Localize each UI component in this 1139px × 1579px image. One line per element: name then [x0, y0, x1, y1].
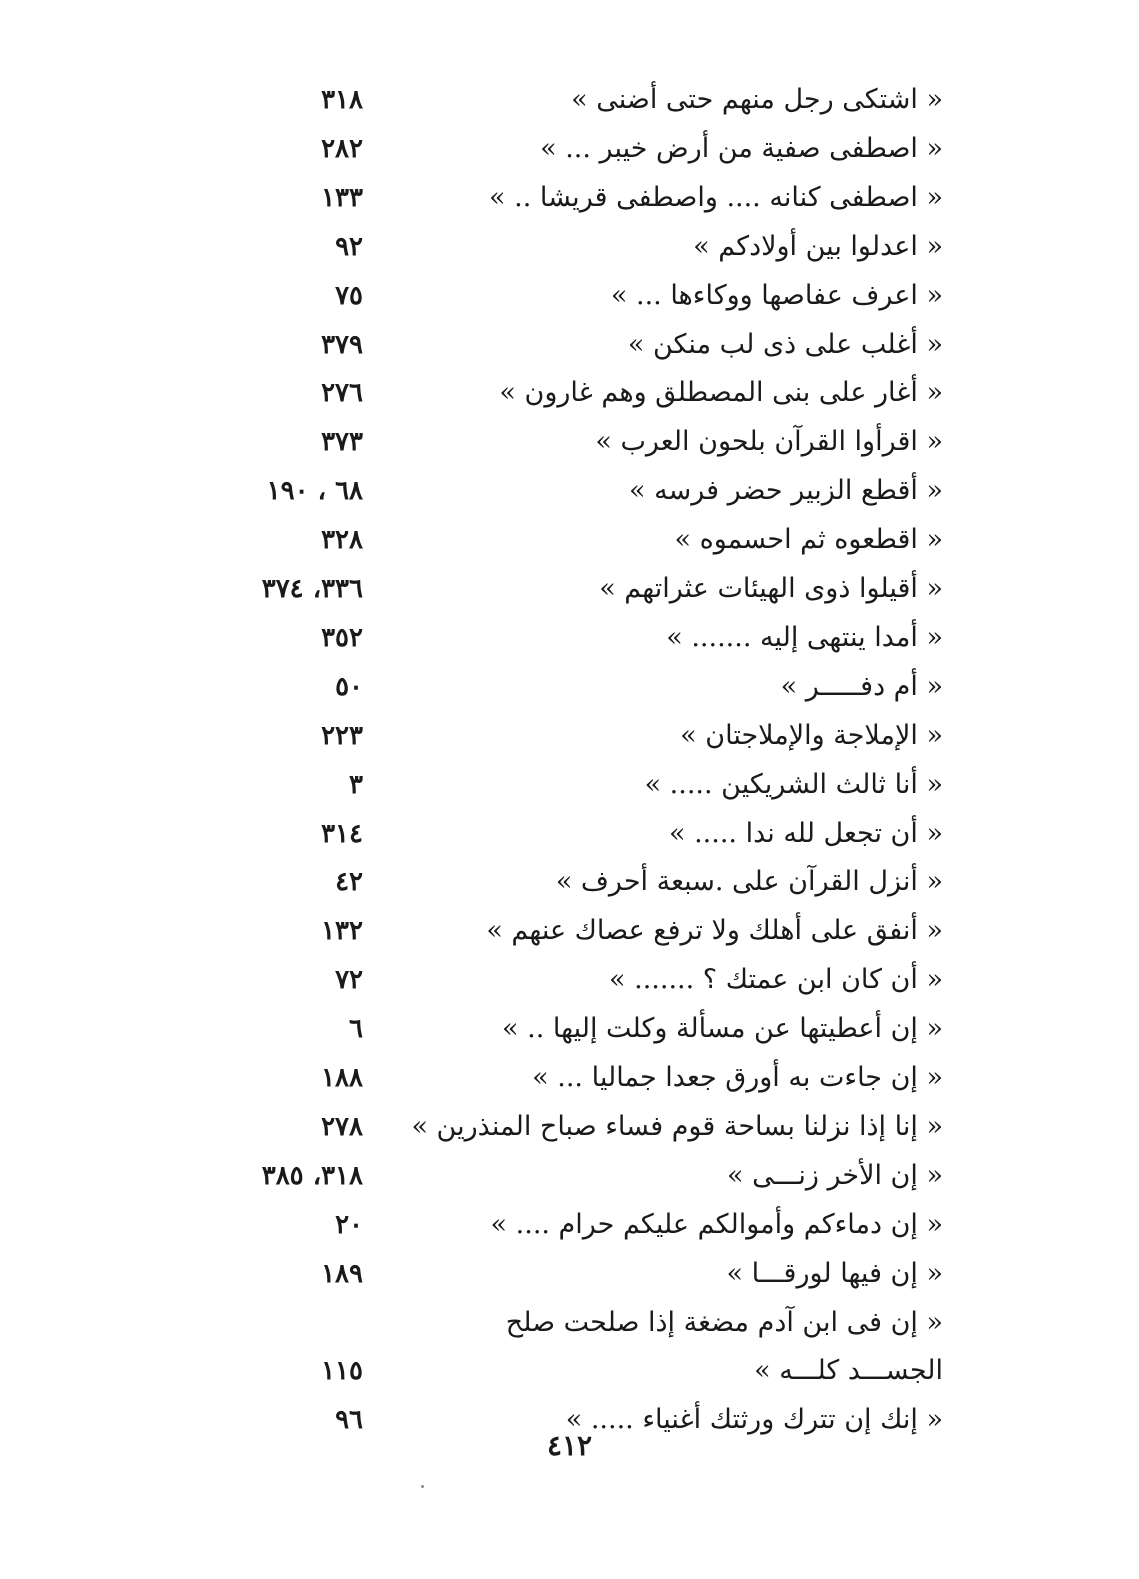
hadith-text: « إن دماءكم وأموالكم عليكم حرام .... » — [490, 1208, 943, 1240]
index-entry — [0, 958, 1139, 1002]
index-entry — [0, 567, 1139, 611]
index-entry — [0, 616, 1139, 660]
hadith-text: « أغار على بنى المصطلق وهم غارون » — [499, 377, 943, 409]
index-entry — [0, 909, 1139, 953]
page-reference: ٧٢ — [335, 965, 363, 996]
hadith-text: « إن أعطيتها عن مسألة وكلت إليها .. » — [502, 1013, 943, 1045]
index-entry — [0, 860, 1139, 904]
page-reference: ٢٧٦ — [321, 378, 363, 409]
page-reference: ٢٢٣ — [321, 720, 363, 751]
page-reference: ٦ — [349, 1014, 363, 1045]
index-entry — [0, 371, 1139, 415]
index-entry — [0, 469, 1139, 513]
index-entry — [0, 420, 1139, 464]
page-number: ٤١٢ — [546, 1429, 593, 1462]
page-reference: ٢٠ — [335, 1209, 363, 1240]
index-entry — [0, 78, 1139, 122]
hadith-text: « أنزل القرآن على .سبعة أحرف » — [555, 866, 943, 898]
hadith-text: « إن جاءت به أورق جعدا جماليا ... » — [532, 1062, 943, 1093]
page-reference: ٧٥ — [335, 280, 363, 311]
hadith-text: « أم دفـــــر » — [780, 670, 943, 702]
hadith-text: « اشتكى رجل منهم حتى أضنى » — [571, 84, 943, 115]
page-reference: ٤٢ — [335, 867, 363, 898]
hadith-text: « إن فى ابن آدم مضغة إذا صلحت صلح — [505, 1306, 943, 1338]
page-reference: ٣٥٢ — [321, 622, 363, 653]
index-entry — [0, 518, 1139, 562]
hadith-text: « أقيلوا ذوى الهيئات عثراتهم » — [599, 573, 943, 604]
index-entry — [0, 763, 1139, 807]
page-reference: ١٣٣ — [321, 182, 363, 213]
hadith-text: « اصطفى كنانه .... واصطفى قريشا .. » — [489, 181, 943, 213]
page-reference: ٩٢ — [335, 231, 363, 262]
page-reference: ٣١٤ — [321, 818, 363, 849]
index-entry — [0, 1203, 1139, 1247]
hadith-text: « إن الأخر زنـــى » — [727, 1159, 943, 1191]
index-entry — [0, 714, 1139, 758]
index-entry — [0, 1252, 1139, 1296]
hadith-text: « اعدلوا بين أولادكم » — [693, 230, 943, 262]
hadith-text: « أن كان ابن عمتك ؟ ....... » — [609, 964, 943, 996]
page-reference: ٣١٨ — [321, 85, 363, 115]
page-reference: ١٨٨ — [321, 1063, 363, 1093]
page-reference: ٥٠ — [335, 671, 363, 702]
index-entry — [0, 1105, 1139, 1149]
index-entry — [0, 812, 1139, 856]
index-entry — [0, 225, 1139, 269]
index-entry — [0, 274, 1139, 318]
hadith-text: « اقرأوا القرآن بلحون العرب » — [595, 426, 943, 458]
hadith-text: « إنا إذا نزلنا بساحة قوم فساء صباح المنذرين » — [411, 1110, 943, 1142]
page-reference: ٣٧٣ — [321, 427, 363, 458]
scan-speck — [421, 1485, 424, 1488]
index-entry — [0, 1154, 1139, 1198]
page-reference: ١٣٢ — [321, 916, 363, 947]
hadith-text: « اقطعوه ثم احسموه » — [674, 524, 943, 556]
hadith-text: « أنا ثالث الشريكين ..... » — [644, 768, 943, 800]
page-reference: ٣٧٩ — [321, 329, 363, 360]
index-entry — [0, 176, 1139, 220]
page-reference: ٦٨ ، ١٩٠ — [266, 476, 363, 507]
hadith-text: الجســـد كلـــه » — [754, 1355, 943, 1387]
page-reference: ٣٣٦، ٣٧٤ — [261, 574, 363, 604]
page-reference: ٢٧٨ — [321, 1111, 363, 1142]
page-reference: ١١٥ — [321, 1356, 363, 1387]
page-reference: ٩٦ — [335, 1405, 363, 1436]
hadith-text: « أقطع الزبير حضر فرسه » — [629, 475, 943, 507]
page-reference: ١٨٩ — [321, 1258, 363, 1289]
index-entry — [0, 1301, 1139, 1345]
page-reference: ٢٨٢ — [321, 133, 363, 164]
hadith-text: « أمدا ينتهى إليه ....... » — [666, 621, 943, 653]
page-reference: ٣١٨، ٣٨٥ — [261, 1160, 363, 1191]
page-reference: ٣ — [349, 769, 363, 800]
index-entry — [0, 1056, 1139, 1100]
hadith-text: « إن فيها لورقـــا » — [726, 1257, 943, 1289]
hadith-text: « أنفق على أهلك ولا ترفع عصاك عنهم » — [486, 915, 943, 947]
index-entry — [0, 127, 1139, 171]
index-entry — [0, 1349, 1139, 1393]
hadith-text: « أغلب على ذى لب منكن » — [627, 328, 943, 360]
index-entry — [0, 1007, 1139, 1051]
hadith-text: « الإملاجة والإملاجتان » — [680, 719, 943, 751]
hadith-text: « اعرف عفاصها ووكاءها ... » — [610, 279, 943, 311]
hadith-text: « أن تجعل لله ندا ..... » — [668, 817, 943, 849]
index-entry — [0, 665, 1139, 709]
hadith-text: « اصطفى صفية من أرض خيبر ... » — [540, 132, 943, 164]
page-reference: ٣٢٨ — [321, 525, 363, 556]
hadith-text: « إنك إن تترك ورثتك أغنياء ..... » — [565, 1404, 943, 1436]
index-entry — [0, 323, 1139, 367]
